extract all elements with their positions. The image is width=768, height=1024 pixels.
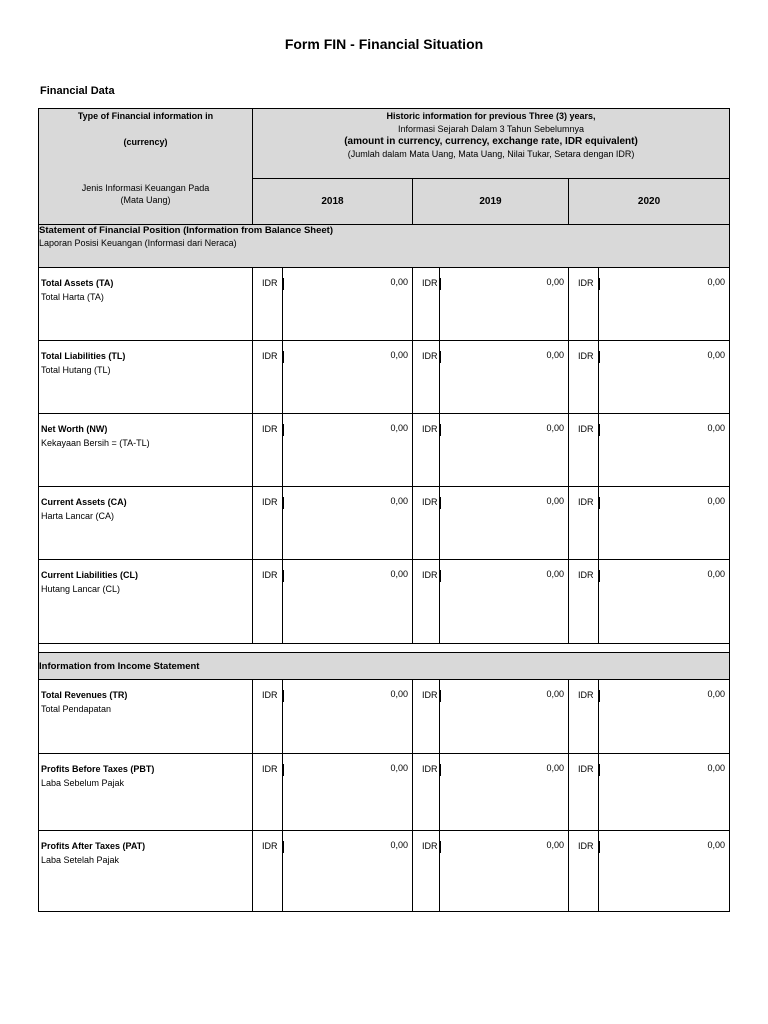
row-label-en: Profits After Taxes (PAT)	[41, 841, 146, 851]
amount-cell[interactable]: 0,00	[599, 680, 730, 754]
row-label-en: Total Revenues (TR)	[41, 690, 128, 700]
currency-cell: IDR	[253, 268, 283, 341]
income-section-header	[39, 653, 730, 680]
currency-cell: IDR	[569, 268, 599, 341]
currency-cell: IDR	[413, 268, 440, 341]
table-row	[39, 487, 730, 560]
currency-cell: IDR	[569, 754, 599, 831]
amount-cell[interactable]: 0,00	[283, 341, 413, 414]
row-label-id: Total Harta (TA)	[41, 292, 104, 302]
header-historic-cell	[253, 109, 730, 179]
amount-cell[interactable]: 0,00	[283, 680, 413, 754]
year-2020: 2020	[569, 179, 730, 225]
header-type-cell	[39, 109, 253, 225]
year-2019: 2019	[413, 179, 569, 225]
amount-cell[interactable]: 0,00	[283, 560, 413, 644]
row-label	[39, 414, 253, 487]
amount-cell[interactable]: 0,00	[440, 487, 569, 560]
row-label	[39, 560, 253, 644]
row-label-en: Profits Before Taxes (PBT)	[41, 764, 155, 774]
currency-cell: IDR	[569, 560, 599, 644]
row-label-id: Laba Setelah Pajak	[41, 855, 120, 865]
currency-cell: IDR	[569, 414, 599, 487]
amount-cell[interactable]: 0,00	[440, 754, 569, 831]
row-label-en: Total Liabilities (TL)	[41, 351, 126, 361]
header-type-en: Type of Financial information in	[77, 111, 214, 121]
amount-cell[interactable]: 0,00	[599, 414, 730, 487]
year-2018: 2018	[253, 179, 413, 225]
table-row	[39, 560, 730, 644]
financial-table	[38, 108, 730, 912]
row-label	[39, 487, 253, 560]
currency-cell: IDR	[413, 341, 440, 414]
header-amount-id: (Jumlah dalam Mata Uang, Mata Uang, Nilai Tukar, Setara dengan IDR)	[347, 149, 635, 159]
row-label-id: Total Pendapatan	[41, 704, 112, 714]
amount-cell[interactable]: 0,00	[440, 268, 569, 341]
table-row	[39, 268, 730, 341]
amount-cell[interactable]: 0,00	[283, 414, 413, 487]
row-label-en: Total Assets (TA)	[41, 278, 114, 288]
amount-cell[interactable]: 0,00	[283, 754, 413, 831]
amount-cell[interactable]: 0,00	[440, 560, 569, 644]
row-label-en: Current Liabilities (CL)	[41, 570, 139, 580]
spacer-row	[39, 644, 730, 653]
amount-cell[interactable]: 0,00	[599, 560, 730, 644]
row-label-id: Harta Lancar (CA)	[41, 511, 115, 521]
currency-cell: IDR	[569, 487, 599, 560]
row-label-id: Laba Sebelum Pajak	[41, 778, 125, 788]
row-label-en: Current Assets (CA)	[41, 497, 127, 507]
amount-cell[interactable]: 0,00	[440, 680, 569, 754]
header-currency-id: (Mata Uang)	[120, 195, 171, 205]
row-label-en: Net Worth (NW)	[41, 424, 108, 434]
spacer-cell	[39, 644, 730, 653]
row-label	[39, 831, 253, 912]
amount-cell[interactable]: 0,00	[599, 754, 730, 831]
amount-cell[interactable]: 0,00	[440, 831, 569, 912]
row-label-id: Total Hutang (TL)	[41, 365, 111, 375]
currency-cell: IDR	[413, 680, 440, 754]
currency-cell: IDR	[569, 831, 599, 912]
row-label-id: Kekayaan Bersih = (TA-TL)	[41, 438, 150, 448]
table-row	[39, 754, 730, 831]
table-row	[39, 831, 730, 912]
row-label-id: Hutang Lancar (CL)	[41, 584, 121, 594]
header-type-id: Jenis Informasi Keuangan Pada	[81, 183, 210, 193]
page-title: Form FIN - Financial Situation	[284, 36, 484, 52]
currency-cell: IDR	[253, 831, 283, 912]
balance-section-title-id: Laporan Posisi Keuangan (Informasi dari Neraca)	[39, 238, 237, 248]
table-row	[39, 414, 730, 487]
header-historic-en: Historic information for previous Three (3) years,	[386, 111, 596, 121]
balance-section-title-en: Statement of Financial Position (Information from Balance Sheet)	[39, 225, 334, 236]
section-label: Financial Data	[40, 85, 115, 97]
currency-cell: IDR	[413, 560, 440, 644]
amount-cell[interactable]: 0,00	[599, 341, 730, 414]
amount-cell[interactable]: 0,00	[440, 414, 569, 487]
currency-cell: IDR	[253, 414, 283, 487]
table-row	[39, 341, 730, 414]
currency-cell: IDR	[413, 831, 440, 912]
balance-section-header	[39, 225, 730, 268]
currency-cell: IDR	[569, 680, 599, 754]
currency-cell: IDR	[253, 341, 283, 414]
currency-cell: IDR	[253, 754, 283, 831]
amount-cell[interactable]: 0,00	[283, 268, 413, 341]
currency-cell: IDR	[253, 680, 283, 754]
amount-cell[interactable]: 0,00	[599, 831, 730, 912]
currency-cell: IDR	[253, 487, 283, 560]
amount-cell[interactable]: 0,00	[599, 268, 730, 341]
header-historic-id: Informasi Sejarah Dalam 3 Tahun Sebelumnya	[398, 124, 584, 134]
amount-cell[interactable]: 0,00	[440, 341, 569, 414]
currency-cell: IDR	[413, 414, 440, 487]
currency-cell: IDR	[253, 560, 283, 644]
currency-cell: IDR	[413, 487, 440, 560]
row-label	[39, 341, 253, 414]
income-section-title-en: Information from Income Statement	[39, 660, 200, 672]
table-row	[39, 680, 730, 754]
amount-cell[interactable]: 0,00	[283, 487, 413, 560]
currency-cell: IDR	[569, 341, 599, 414]
amount-cell[interactable]: 0,00	[599, 487, 730, 560]
amount-cell[interactable]: 0,00	[283, 831, 413, 912]
header-amount-en: (amount in currency, currency, exchange rate, IDR equivalent)	[344, 136, 638, 147]
row-label	[39, 268, 253, 341]
row-label	[39, 680, 253, 754]
row-label	[39, 754, 253, 831]
currency-cell: IDR	[413, 754, 440, 831]
header-currency-en: (currency)	[123, 137, 168, 147]
